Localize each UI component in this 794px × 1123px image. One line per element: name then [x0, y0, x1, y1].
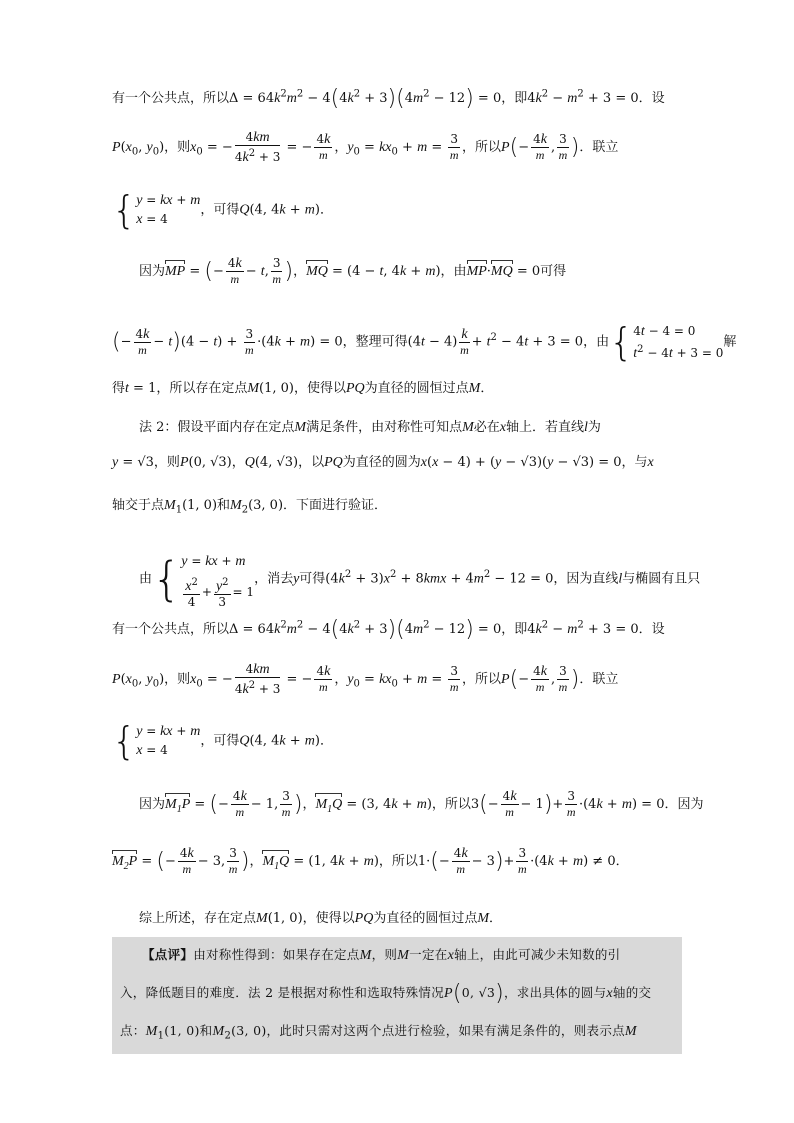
text-line-3: { y = kx + m x = 4 ，可得Q(4, 4k + m)． [112, 188, 333, 232]
comment-line-3: 点：$M_1(1$, 0)和$M_2(3$, 0)，此时只需对这两个点进行检验，如果有满足条件的，则表示点M [120, 1023, 637, 1042]
text-line-12: $P(x_0$, $y_0$)，则$x_0$ = − $\frac{4km}{4k^2 + 3}$ = − $\frac{4k}{m}$ ，$y_0 = kx_0 + m$ = $\frac{3}{m}$ ，所以P(− $\frac{4k}{m}$ , $\frac{3}{m}$ )．联立 [112, 662, 619, 697]
text-line-5: (− $\frac{4k}{m}$ − t)(4 − t) + $\frac{3}{m}$ ·(4k + m) = 0，整理可得(4t − 4) $\frac{k}{m}$ + $t^2 - 4t + 3 = 0$，由{ 4t − 4 = 0 $t^2 - 4t + 3 = 0$ 解 [112, 320, 737, 364]
text-line-8: y = √3，则P(0, √3)，Q(4, √3)，以PQ为直径的圆为x(x − 4) + (y − √3)(y − √3) = 0，与x [112, 455, 654, 470]
text-line-1: 有一个公共点，所以$\Delta = 64k^2m^2 - 4(4k^2 + 3)(4m^2 - 12) = 0$，即$4k^2 - m^2 + 3 = 0$．设 [112, 86, 665, 111]
comment-tag: 【点评】 [142, 947, 194, 962]
comment-line-1: 【点评】由对称性得到：如果存在定点M，则M一定在x轴上，由此可减少未知数的引 [142, 947, 621, 963]
text-line-9: 轴交于点$M_1(1$, 0)和$M_2(3$, 0)．下面进行验证． [112, 498, 388, 516]
comment-line-2: 入，降低题目的难度．法 2 是根据对称性和选取特殊情况P(0, √3)，求出具体的圆与x轴的交 [120, 981, 652, 1006]
text-line-14: 因为$M_1P$ = (− $\frac{4k}{m}$ − 1, $\frac{3}{m}$ )，$M_1Q = (3$, 4k + m)，所以3(− $\frac{4k}{m}$ − 1)+ $\frac{3}{m}$ ·(4k + m) = 0．因为 [139, 789, 704, 819]
text-line-4: 因为MP = (− $\frac{4k}{m}$ − t, $\frac{3}{m}$ )，MQ = (4 − t, 4k + m)，由MP·MQ = 0可得 [139, 256, 567, 286]
text-line-11: 有一个公共点，所以$\Delta = 64k^2m^2 - 4(4k^2 + 3)(4m^2 - 12) = 0$，即$4k^2 - m^2 + 3 = 0$．设 [112, 617, 665, 642]
text-line-6: 得t = 1，所以存在定点M(1, 0)，使得以PQ为直径的圆恒过点M． [112, 381, 494, 396]
text-line-2: $P(x_0$, $y_0$)，则$x_0$ = − $\frac{4km}{4k^2 + 3}$ = − $\frac{4k}{m}$ ，$y_0 = kx_0 + m$ = $\frac{3}{m}$ ，所以P(− $\frac{4k}{m}$ , $\frac{3}{m}$ )．联立 [112, 130, 619, 165]
text-line-15: $M_2P$ = (− $\frac{4k}{m}$ − 3, $\frac{3}{m}$ )，$M_1Q = (1$, 4k + m)，所以1·(− $\frac{4k}{m}$ − 3)+ $\frac{3}{m}$ ·(4k + m) ≠ 0． [112, 846, 629, 876]
text-line-13: { y = kx + m x = 4 ，可得Q(4, 4k + m)． [112, 719, 333, 763]
comment-box [112, 937, 682, 1054]
text-line-7: 法 2：假设平面内存在定点M满足条件，由对称性可知点M必在x轴上．若直线l为 [139, 420, 601, 435]
text-line-16: 综上所述，存在定点M(1, 0)，使得以PQ为直径的圆恒过点M． [139, 911, 503, 926]
text-line-10: 由{ y = kx + m $\frac{x^2}{4}$ + $\frac{y^2}{3}$ = 1 ，消去y可得$(4k^2 + 3)x^2 + 8kmx + 4m^2 - 12 = 0$，因为直线l与椭圆有且只 [139, 552, 701, 609]
